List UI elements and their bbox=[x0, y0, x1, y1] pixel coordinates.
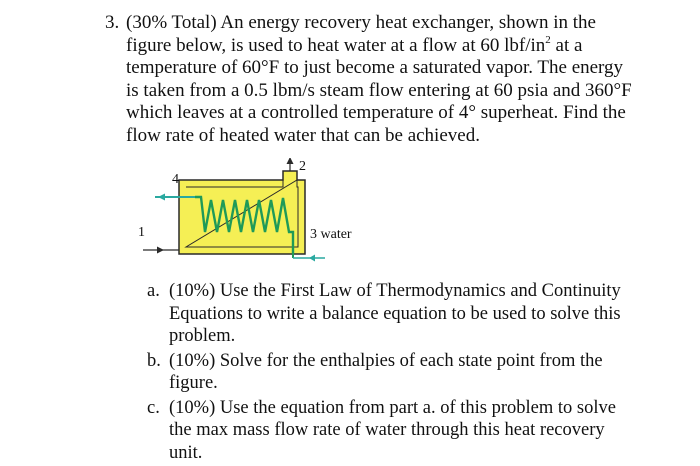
statement-line: which leaves at a controlled temperature of 4° superheat. Find the bbox=[126, 102, 626, 123]
problem-statement bbox=[126, 12, 646, 147]
part-c: c. (10%) Use the equation from part a. of this problem to solve the max mass flow rate of water through this heat recovery unit. bbox=[147, 397, 616, 463]
part-a: a. (10%) Use the First Law of Thermodynamics and Continuity Equations to write a balance equation to be used to solve this problem. bbox=[147, 281, 621, 346]
statement-line: flow rate of heated water that can be achieved. bbox=[126, 124, 480, 146]
problem-number: 3. bbox=[105, 12, 120, 33]
part-letter: c. bbox=[147, 397, 160, 418]
state-4-arrow bbox=[158, 194, 165, 201]
part-letter: a. bbox=[147, 281, 160, 301]
statement-line-pressure: figure below, is used to heat water at a flow at 60 lbf/$in^2$ at a bbox=[126, 33, 583, 56]
problem-parts bbox=[147, 280, 667, 466]
state-3-label: 3 water bbox=[310, 227, 352, 242]
state-4-label: 4 bbox=[172, 172, 179, 187]
statement-line: (30% Total) An energy recovery heat exchanger, shown in the bbox=[126, 12, 596, 33]
squared-superscript: 2 bbox=[545, 33, 551, 46]
part-b: b. (10%) Solve for the enthalpies of each state point from the figure. bbox=[147, 350, 603, 393]
heat-exchanger-figure bbox=[135, 158, 375, 270]
statement-line: is taken from a 0.5 lbm/s steam flow entering at 60 psia and 360°F bbox=[126, 79, 632, 101]
statement-line: temperature of 60°F to just become a saturated vapor. The energy bbox=[126, 57, 624, 78]
state-2-label: 2 bbox=[299, 159, 306, 174]
state-1-label: 1 bbox=[138, 225, 145, 240]
part-letter: b. bbox=[147, 350, 161, 371]
state-3-arrow bbox=[309, 255, 315, 262]
state-2-arrow bbox=[287, 158, 294, 164]
state-1-arrow bbox=[157, 247, 164, 254]
